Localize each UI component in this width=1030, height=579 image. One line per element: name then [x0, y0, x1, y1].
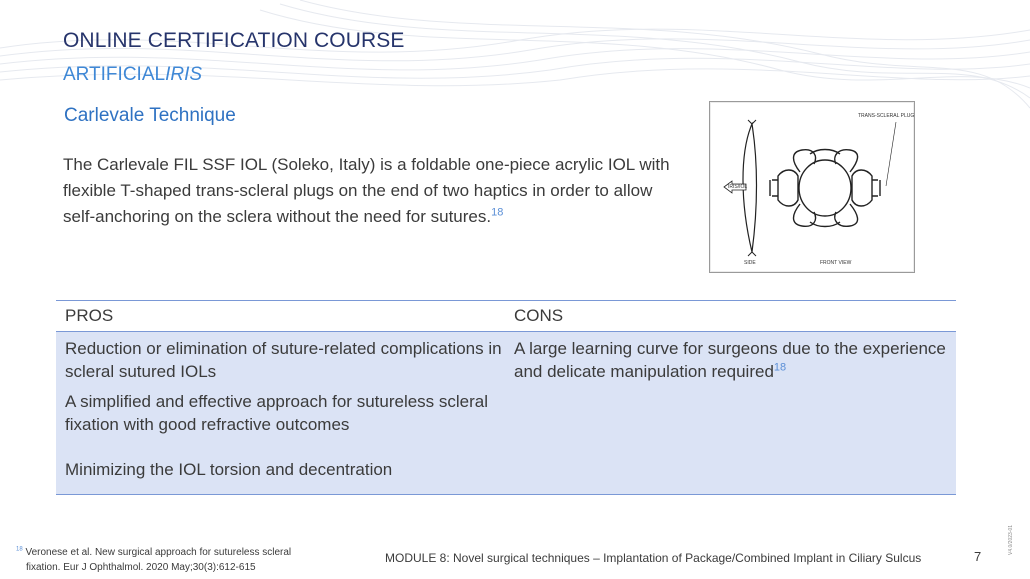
figure-label-front: FRONT VIEW [820, 260, 852, 266]
footnote [16, 545, 336, 575]
cons-item-text: A large learning curve for surgeons due to the experience and delicate manipulation required [514, 339, 946, 381]
course-subtitle-italic: IRIS [165, 64, 203, 85]
course-subtitle [63, 64, 202, 86]
cons-column [506, 332, 956, 494]
footnote-line2: fixation. Eur J Ophthalmol. 2020 May;30(3):612-615 [26, 562, 256, 573]
section-heading: Carlevale Technique [64, 105, 236, 126]
page-number: 7 [974, 549, 982, 564]
cons-reference: 18 [773, 361, 787, 374]
description-reference: 18 [491, 206, 504, 219]
footer-module-text: MODULE 8: Novel surgical techniques – Implantation of Package/Combined Implant in Ciliary Sulcus [385, 551, 922, 565]
footnote-line1: Veronese et al. New surgical approach for sutureless scleral [25, 547, 292, 558]
front-view-iol [770, 150, 880, 227]
pros-item: A simplified and effective approach for sutureless scleral fixation with good refractive outcomes [65, 392, 489, 434]
cons-header: CONS [514, 306, 564, 325]
description-text: The Carlevale FIL SSF IOL (Soleko, Italy) is a foldable one-piece acrylic IOL with flexible T-shaped trans-scleral plugs on the end of two haptics in order to allow self-anchoring on the sclera without the need for sutures. [63, 155, 670, 226]
cons-item [514, 337, 956, 383]
figure-label-arrow: IRIS/IOL [728, 184, 748, 190]
table-body-row [56, 332, 956, 494]
pros-item: Minimizing the IOL torsion and decentration [65, 460, 393, 479]
table-header-row [56, 301, 956, 332]
footnote-mark: 18 [16, 546, 23, 553]
description-paragraph [63, 152, 685, 230]
iol-diagram-figure [709, 101, 915, 273]
course-subtitle-plain: ARTIFICIAL [63, 64, 166, 85]
figure-label-plug: TRANS-SCLERAL PLUG [858, 113, 915, 119]
pros-header: PROS [65, 306, 114, 325]
document-code: V4.0/2023-01 [1008, 524, 1014, 555]
course-title: ONLINE CERTIFICATION COURSE [63, 29, 405, 52]
pros-column [56, 332, 506, 494]
pros-item: Reduction or elimination of suture-related complications in scleral sutured IOLs [65, 339, 502, 381]
figure-label-side: SIDE [744, 260, 756, 266]
pros-cons-table [56, 300, 956, 495]
